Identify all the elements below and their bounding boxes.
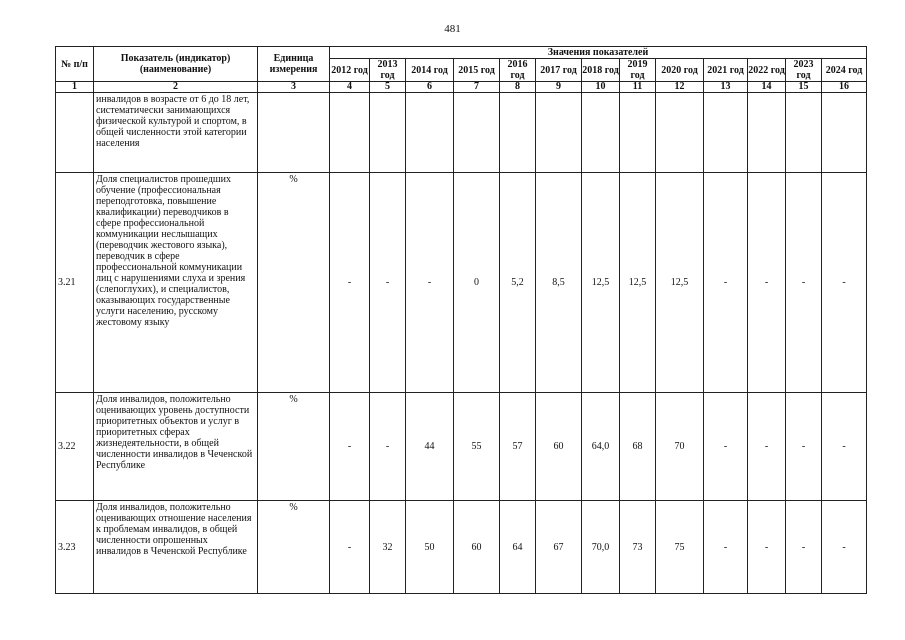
column-number: 9 — [536, 82, 582, 93]
row-value: 57 — [500, 393, 536, 501]
row-code: 3.22 — [56, 393, 94, 501]
header-year: 2020 год — [656, 59, 704, 82]
column-number: 6 — [406, 82, 454, 93]
row-value: 75 — [656, 501, 704, 594]
header-number: № п/п — [56, 47, 94, 82]
row-value — [500, 93, 536, 173]
row-unit: % — [258, 393, 330, 501]
row-value: 64 — [500, 501, 536, 594]
column-number: 5 — [370, 82, 406, 93]
header-year: 2013 год — [370, 59, 406, 82]
header-indicator: Показатель (индикатор) (наименование) — [94, 47, 258, 82]
row-value: - — [748, 501, 786, 594]
row-value: - — [330, 173, 370, 393]
row-value: - — [370, 393, 406, 501]
row-value: 12,5 — [656, 173, 704, 393]
column-number: 13 — [704, 82, 748, 93]
header-year: 2018 год — [582, 59, 620, 82]
page-number: 481 — [444, 23, 461, 35]
row-value — [822, 93, 867, 173]
row-value: 50 — [406, 501, 454, 594]
header-year: 2017 год — [536, 59, 582, 82]
row-value: - — [370, 173, 406, 393]
row-value: 12,5 — [620, 173, 656, 393]
header-year: 2019 год — [620, 59, 656, 82]
table-body — [56, 93, 867, 594]
indicators-table — [55, 46, 867, 594]
header-year: 2012 год — [330, 59, 370, 82]
row-value: 60 — [454, 501, 500, 594]
table-row — [56, 173, 867, 393]
row-value: 68 — [620, 393, 656, 501]
column-number: 16 — [822, 82, 867, 93]
row-value — [406, 93, 454, 173]
row-indicator-name: инвалидов в возрасте от 6 до 18 лет, систематически занимающихся физической культурой и спортом, в общей численности этой категории населения — [94, 93, 258, 173]
row-value — [748, 93, 786, 173]
table-row — [56, 93, 867, 173]
row-value: 12,5 — [582, 173, 620, 393]
row-value: - — [406, 173, 454, 393]
column-number: 15 — [786, 82, 822, 93]
column-number-row — [56, 82, 867, 93]
row-value — [786, 93, 822, 173]
row-value — [536, 93, 582, 173]
header-year: 2014 год — [406, 59, 454, 82]
header-year: 2024 год — [822, 59, 867, 82]
table-row — [56, 501, 867, 594]
row-value: - — [330, 501, 370, 594]
row-value: - — [786, 501, 822, 594]
row-value: - — [330, 393, 370, 501]
row-value — [370, 93, 406, 173]
column-number: 11 — [620, 82, 656, 93]
row-value: 70 — [656, 393, 704, 501]
row-value: 67 — [536, 501, 582, 594]
row-value: 8,5 — [536, 173, 582, 393]
row-unit: % — [258, 173, 330, 393]
row-value: - — [822, 173, 867, 393]
row-value — [704, 93, 748, 173]
row-code — [56, 93, 94, 173]
row-value — [656, 93, 704, 173]
header-unit: Единица измерения — [258, 47, 330, 82]
row-unit: % — [258, 501, 330, 594]
header-row-main — [56, 47, 867, 59]
row-value: - — [748, 173, 786, 393]
row-unit — [258, 93, 330, 173]
column-number: 7 — [454, 82, 500, 93]
column-number: 12 — [656, 82, 704, 93]
column-number: 8 — [500, 82, 536, 93]
row-value — [330, 93, 370, 173]
row-value: 44 — [406, 393, 454, 501]
header-values-group: Значения показателей — [330, 47, 867, 59]
row-value — [454, 93, 500, 173]
row-value: - — [704, 501, 748, 594]
row-value: 73 — [620, 501, 656, 594]
column-number: 2 — [94, 82, 258, 93]
row-value: 55 — [454, 393, 500, 501]
column-number: 10 — [582, 82, 620, 93]
row-code: 3.23 — [56, 501, 94, 594]
row-indicator-name: Доля инвалидов, положительно оценивающих отношение населения к проблемам инвалидов, в общей численности опрошенных инвалидов в Чеченской Республике — [94, 501, 258, 594]
header-year: 2021 год — [704, 59, 748, 82]
table-row — [56, 393, 867, 501]
column-number: 14 — [748, 82, 786, 93]
row-value: - — [786, 393, 822, 501]
header-year: 2023 год — [786, 59, 822, 82]
column-number: 3 — [258, 82, 330, 93]
column-number: 1 — [56, 82, 94, 93]
column-number: 4 — [330, 82, 370, 93]
row-value: - — [822, 393, 867, 501]
header-year: 2015 год — [454, 59, 500, 82]
header-year: 2016 год — [500, 59, 536, 82]
row-value — [582, 93, 620, 173]
row-value — [620, 93, 656, 173]
row-indicator-name: Доля инвалидов, положительно оценивающих уровень доступности приоритетных объектов и услуг в приоритетных сферах жизнедеятельности, в общей численности инвалидов в Чеченской Республике — [94, 393, 258, 501]
row-indicator-name: Доля специалистов прошедших обучение (профессиональная переподготовка, повышение квалификации) переводчиков в сфере профессиональной коммуникации неслышащих (переводчик жестового языка), переводчик в сфере профессиональной коммуникации лиц с нарушениями слуха и зрения (слепоглухих), и специалистов, оказывающих государственные услуги населению, русскому жестовому языку — [94, 173, 258, 393]
row-value: 64,0 — [582, 393, 620, 501]
row-value: - — [704, 173, 748, 393]
row-value: - — [822, 501, 867, 594]
row-value: - — [704, 393, 748, 501]
row-code: 3.21 — [56, 173, 94, 393]
row-value: 32 — [370, 501, 406, 594]
row-value: - — [786, 173, 822, 393]
header-year: 2022 год — [748, 59, 786, 82]
row-value: - — [748, 393, 786, 501]
row-value: 0 — [454, 173, 500, 393]
row-value: 60 — [536, 393, 582, 501]
row-value: 5,2 — [500, 173, 536, 393]
row-value: 70,0 — [582, 501, 620, 594]
